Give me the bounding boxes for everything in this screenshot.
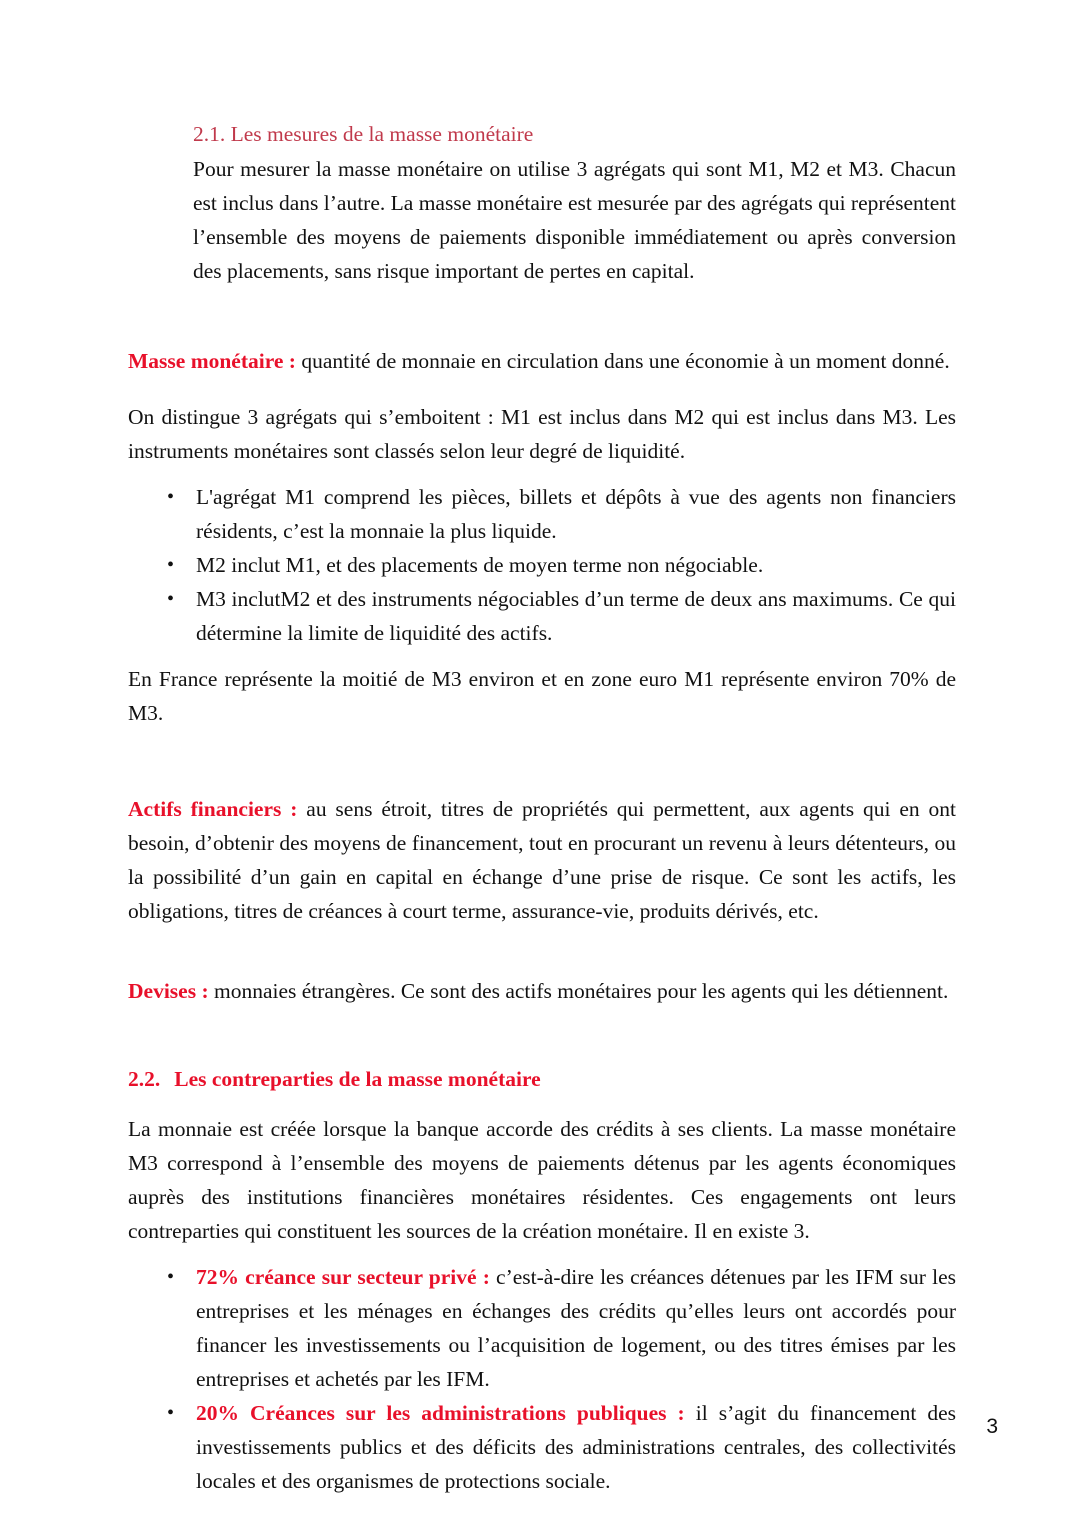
paragraph-france: En France représente la moitié de M3 environ et en zone euro M1 représente environ 70% de M3. bbox=[128, 667, 956, 725]
contreparties-bullet-list bbox=[128, 1260, 956, 1498]
definition-text-actifs-financiers: au sens étroit, titres de propriétés qui permettent, aux agents qui en ont besoin, d’obtenir des moyens de financement, tout en procurant un revenu à leurs détenteurs, ou la possibilité d’un gain en capital en échange d’une prise de risque. Ce sont les actifs, les obligations, titres de créances à court terme, assurance-vie, produits dérivés, etc. bbox=[128, 797, 957, 923]
list-item bbox=[128, 1396, 956, 1498]
list-item: • M3 inclutM2 et des instruments négociables d’un terme de deux ans maximums. Ce qui détermine la limite de liquidité des actifs. bbox=[128, 582, 956, 650]
definition-actifs-financiers bbox=[128, 792, 956, 928]
definition-text-masse-monetaire: quantité de monnaie en circulation dans une économie à un moment donné. bbox=[295, 349, 950, 373]
bullet-lead-label: 72% créance sur secteur privé : bbox=[196, 1265, 497, 1289]
paragraph-agregats: On distingue 3 agrégats qui s’emboitent : M1 est inclus dans M2 qui est inclus dans M3. Les instruments monétaires sont classés selon leur degré de liquidité. bbox=[128, 405, 956, 463]
definition-term-devises: Devises : bbox=[128, 979, 209, 1003]
page-number: 3 bbox=[986, 1415, 998, 1438]
paragraph-2-2: La monnaie est créée lorsque la banque accorde des crédits à ses clients. La masse monétaire M3 correspond à l’ensemble des moyens de paiements détenus par les agents économiques auprès des institutions financières monétaires résidentes. Ces engagements ont leurs contreparties qui constituent les sources de la création monétaire. Il en existe 3. bbox=[128, 1117, 956, 1243]
section-2-1 bbox=[193, 118, 956, 288]
paragraph-2-1: Pour mesurer la masse monétaire on utilise 3 agrégats qui sont M1, M2 et M3. Chacun est inclus dans l’autre. La masse monétaire est mesurée par des agrégats qui représentent l’ensemble des moyens de paiements disponible immédiatement ou après conversion des placements, sans risque important de pertes en capital. bbox=[193, 157, 956, 283]
bullet-lead-label: 20% Créances sur les administrations publiques : bbox=[196, 1401, 685, 1425]
definition-devises bbox=[128, 974, 956, 1008]
heading-2-2-title: Les contreparties de la masse monétaire bbox=[174, 1067, 541, 1091]
bullet-text: il s’agit du financement des investissements publics et des déficits des administrations centrales, des collectivités locales et des organismes de protections sociale. bbox=[196, 1401, 957, 1493]
agregats-bullet-list bbox=[128, 480, 956, 650]
heading-2-1: 2.1. Les mesures de la masse monétaire bbox=[193, 122, 534, 146]
heading-2-2 bbox=[128, 1064, 956, 1094]
definition-text-devises: monnaies étrangères. Ce sont des actifs monétaires pour les agents qui les détiennent. bbox=[208, 979, 949, 1003]
heading-2-2-number: 2.2. bbox=[128, 1067, 161, 1091]
definition-term-actifs-financiers: Actifs financiers : bbox=[128, 797, 298, 821]
definition-masse-monetaire bbox=[128, 344, 956, 378]
bullet-text: c’est-à-dire les créances détenues par les IFM sur les entreprises et les ménages en échanges des crédits qu’elles leurs ont accordés pour financer les investissements ou l’acquisition de logement, ou des titres émises par les entreprises et achetés par les IFM. bbox=[196, 1265, 956, 1391]
definition-term-masse-monetaire: Masse monétaire : bbox=[128, 349, 296, 373]
list-item bbox=[128, 1260, 956, 1396]
page-content bbox=[128, 118, 956, 1498]
list-item: • L'agrégat M1 comprend les pièces, billets et dépôts à vue des agents non financiers résidents, c’est la monnaie la plus liquide. bbox=[128, 480, 956, 548]
list-item: • M2 inclut M1, et des placements de moyen terme non négociable. bbox=[128, 548, 956, 582]
